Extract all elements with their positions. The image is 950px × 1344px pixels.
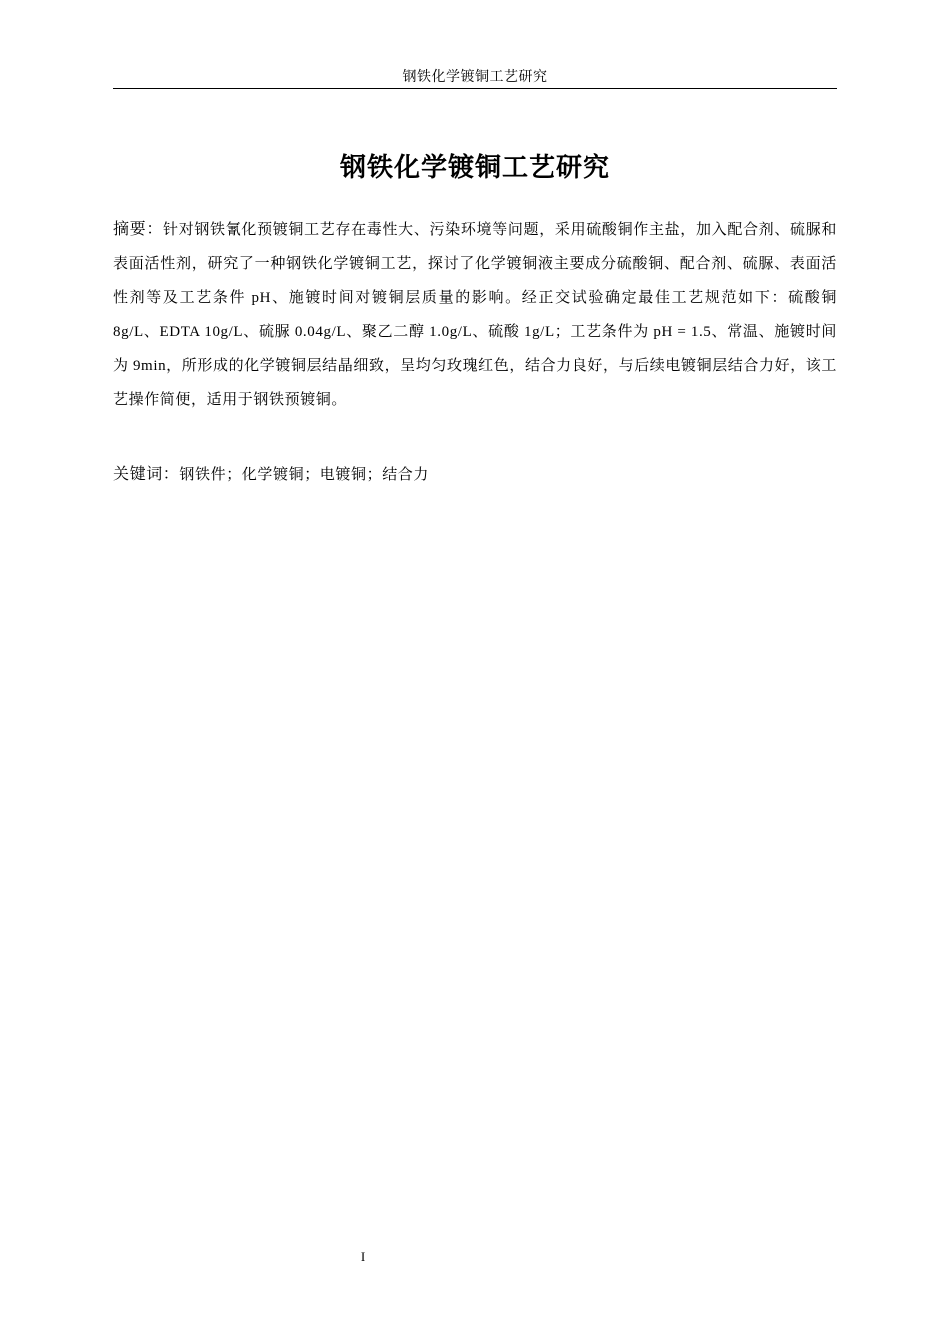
abstract-label: 摘要： xyxy=(113,219,164,238)
running-header: 钢铁化学镀铜工艺研究 xyxy=(402,70,548,85)
header-divider xyxy=(113,88,837,89)
keywords-text: 钢铁件；化学镀铜；电镀铜；结合力 xyxy=(179,467,430,483)
keywords-line xyxy=(113,460,837,489)
abstract-text: 针对钢铁氰化预镀铜工艺存在毒性大、污染环境等问题，采用硫酸铜作主盐，加入配合剂、硫脲和表面活性剂，研究了一种钢铁化学镀铜工艺，探讨了化学镀铜液主要成分硫酸铜、配合剂、硫脲、表面活性剂等及工艺条件 pH、施镀时间对镀铜层质量的影响。经正交试验确定最佳工艺规范如下：硫酸铜 8g/L、EDTA 10g/L、硫脲 0.04g/L、聚乙二醇 1.0g/L、硫酸 1g/L；工艺条件为 pH = 1.5、常温、施镀时间为 9min，所形成的化学镀铜层结晶细致，呈均匀玫瑰红色，结合力良好，与后续电镀铜层结合力好，该工艺操作简便，适用于钢铁预镀铜。 xyxy=(113,222,837,408)
document-title: 钢铁化学镀铜工艺研究 xyxy=(339,153,610,183)
abstract-paragraph xyxy=(113,212,837,417)
page-number: I xyxy=(360,1249,366,1264)
keywords-label: 关键词： xyxy=(113,464,180,483)
